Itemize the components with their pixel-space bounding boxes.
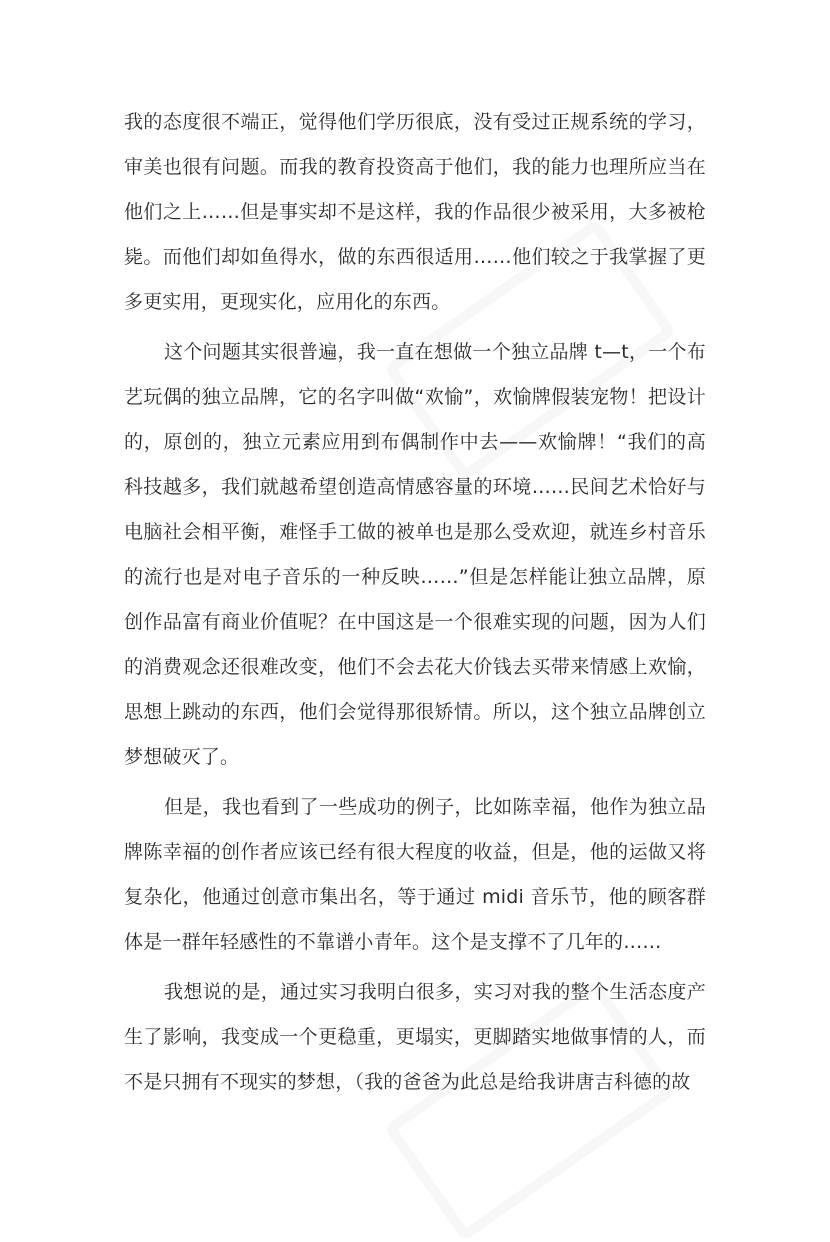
paragraph-2: 这个问题其实很普遍，我一直在想做一个独立品牌 t—t，一个布艺玩偶的独立品牌，它的名字叫做“欢愉”，欢愉牌假装宠物！把设计的，原创的，独立元素应用到布偶制作中去——欢愉牌！“我们的高科技越多，我们就越希望创造高情感容量的环境……民间艺术恰好与电脑社会相平衡，难怪手工做的被单也是那么受欢迎，就连乡村音乐的流行也是对电子音乐的一种反映……”但是怎样能让独立品牌，原创作品富有商业价值呢？在中国这是一个很难实现的问题，因为人们的消费观念还很难改变，他们不会去花大价钱去买带来情感上欢愉，思想上跳动的东西，他们会觉得那很矫情。所以，这个独立品牌创立梦想破灭了。: [124, 341, 706, 768]
paragraph-3: 但是，我也看到了一些成功的例子，比如陈幸福，他作为独立品牌陈幸福的创作者应该已经有很大程度的收益，但是，他的运做又将复杂化，他通过创意市集出名，等于通过 midi 音乐节，他的顾客群体是一群年轻感性的不靠谱小青年。这个是支撑不了几年的……: [124, 796, 706, 953]
paragraph-1: 我的态度很不端正，觉得他们学历很底，没有受过正规系统的学习，审美也很有问题。而我的教育投资高于他们，我的能力也理所应当在他们之上……但是事实却不是这样，我的作品很少被采用，大多被枪毙。而他们却如鱼得水，做的东西很适用……他们较之于我掌握了更多更实用，更现实化，应用化的东西。: [124, 111, 706, 313]
paragraph-4: 我想说的是，通过实习我明白很多，实习对我的整个生活态度产生了影响，我变成一个更稳重，更塌实，更脚踏实地做事情的人，而不是只拥有不现实的梦想，（我的爸爸为此总是给我讲唐吉科德的故: [124, 981, 706, 1093]
document-body: [124, 100, 706, 1110]
